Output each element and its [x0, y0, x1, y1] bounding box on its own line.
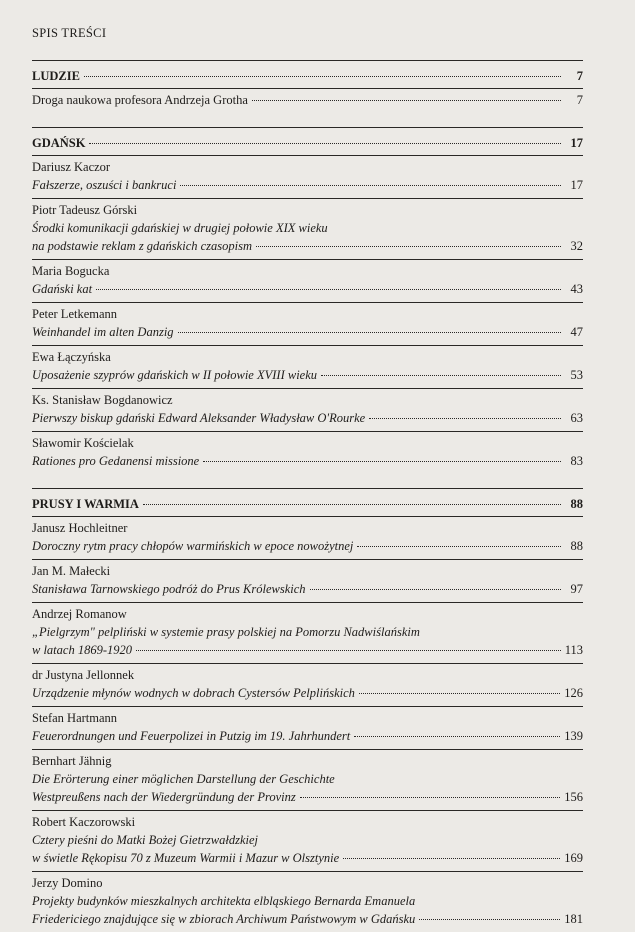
- entry-page-number: 97: [570, 582, 583, 596]
- entry-last-line: [32, 237, 583, 255]
- section-heading[interactable]: [32, 130, 583, 155]
- toc-entry[interactable]: [32, 88, 583, 113]
- entry-title: w świetle Rękopisu 70 z Muzeum Warmii i Mazur w Olsztynie: [32, 851, 340, 865]
- entry-title: Gdański kat: [32, 282, 93, 296]
- entry-author: dr Justyna Jellonnek: [32, 668, 135, 682]
- entry-title: Doroczny rytm pracy chłopów warmińskich w epoce nowożytnej: [32, 539, 354, 553]
- entry-page-number: 83: [570, 454, 583, 468]
- entry-last-line: [32, 641, 583, 659]
- entry-title: Fałszerze, oszuści i bankruci: [32, 178, 177, 192]
- entry-author: Peter Letkemann: [32, 307, 118, 321]
- entry-last-line: [32, 366, 583, 384]
- toc-entry[interactable]: [32, 749, 583, 810]
- toc-entry[interactable]: [32, 559, 583, 602]
- section-title: PRUSY I WARMIA: [32, 497, 139, 511]
- section-title: GDAŃSK: [32, 136, 86, 150]
- table-of-contents: [32, 60, 583, 932]
- dot-leader: [310, 589, 561, 590]
- section-title: LUDZIE: [32, 69, 80, 83]
- entry-page-number: 32: [570, 239, 583, 253]
- dot-leader: [84, 76, 561, 77]
- toc-section: [32, 488, 583, 932]
- entry-last-line: [32, 323, 583, 341]
- entry-author: Andrzej Romanow: [32, 607, 127, 621]
- entry-title: Urządzenie młynów wodnych w dobrach Cystersów Pelplińskich: [32, 686, 355, 700]
- dot-leader: [252, 100, 561, 101]
- entry-page-number: 126: [564, 686, 583, 700]
- entry-author: Bernhart Jähnig: [32, 754, 112, 768]
- dot-leader: [419, 919, 560, 920]
- toc-entry[interactable]: [32, 431, 583, 474]
- entry-page-number: 139: [564, 729, 583, 743]
- entry-author: Maria Bogucka: [32, 264, 110, 278]
- entry-title: na podstawie reklam z gdańskich czasopism: [32, 239, 253, 253]
- entry-last-line: [32, 176, 583, 194]
- entry-title: Feuerordnungen und Feuerpolizei in Putzig im 19. Jahrhundert: [32, 729, 351, 743]
- toc-entry[interactable]: [32, 388, 583, 431]
- entry-title-line: Środki komunikacji gdańskiej w drugiej połowie XIX wieku: [32, 221, 328, 235]
- dot-leader: [178, 332, 561, 333]
- entry-last-line: [32, 580, 583, 598]
- dot-leader: [96, 289, 561, 290]
- dot-leader: [300, 797, 561, 798]
- toc-entry[interactable]: [32, 155, 583, 198]
- entry-title: Weinhandel im alten Danzig: [32, 325, 174, 339]
- section-heading[interactable]: [32, 491, 583, 516]
- entry-title-line: Projekty budynków mieszkalnych architekta elbląskiego Bernarda Emanuela: [32, 894, 416, 908]
- toc-entry[interactable]: [32, 302, 583, 345]
- dot-leader: [256, 246, 561, 247]
- section-page-number: 7: [576, 69, 583, 83]
- section-heading[interactable]: [32, 63, 583, 88]
- entry-title-line: „Pielgrzym" pelpliński w systemie prasy polskiej na Pomorzu Nadwiślańskim: [32, 625, 420, 639]
- entry-author: Robert Kaczorowski: [32, 815, 136, 829]
- dot-leader: [136, 650, 561, 651]
- entry-author: Piotr Tadeusz Górski: [32, 203, 138, 217]
- toc-entry[interactable]: [32, 663, 583, 706]
- entry-title: Friedericiego znajdujące się w zbiorach Archiwum Państwowym w Gdańsku: [32, 912, 416, 926]
- dot-leader: [180, 185, 561, 186]
- entry-author: Janusz Hochleitner: [32, 521, 128, 535]
- section-page-number: 17: [570, 136, 583, 150]
- entry-author: Dariusz Kaczor: [32, 160, 111, 174]
- entry-last-line: [32, 849, 583, 867]
- entry-author: Ks. Stanisław Bogdanowicz: [32, 393, 173, 407]
- toc-entry[interactable]: [32, 516, 583, 559]
- entry-page-number: 169: [564, 851, 583, 865]
- entry-last-line: [32, 452, 583, 470]
- toc-entry[interactable]: [32, 602, 583, 663]
- entry-title-line: Cztery pieśni do Matki Bożej Gietrzwałdzkiej: [32, 833, 259, 847]
- page-heading: SPIS TREŚCI: [32, 26, 107, 40]
- entry-author: Jerzy Domino: [32, 876, 103, 890]
- entry-page-number: 63: [570, 411, 583, 425]
- entry-last-line: [32, 727, 583, 745]
- entry-last-line: [32, 91, 583, 109]
- dot-leader: [143, 504, 561, 505]
- entry-title-line: Die Erörterung einer möglichen Darstellung der Geschichte: [32, 772, 335, 786]
- entry-author: Jan M. Małecki: [32, 564, 111, 578]
- entry-page-number: 7: [576, 93, 583, 107]
- dot-leader: [354, 736, 560, 737]
- entry-author: Ewa Łączyńska: [32, 350, 111, 364]
- dot-leader: [321, 375, 561, 376]
- toc-entry[interactable]: [32, 810, 583, 871]
- entry-page-number: 47: [570, 325, 583, 339]
- entry-last-line: [32, 910, 583, 928]
- dot-leader: [89, 143, 561, 144]
- entry-title: Westpreußens nach der Wiedergründung der Provinz: [32, 790, 296, 804]
- toc-entry[interactable]: [32, 706, 583, 749]
- entry-author: Stefan Hartmann: [32, 711, 118, 725]
- entry-last-line: [32, 788, 583, 806]
- dot-leader: [203, 461, 561, 462]
- entry-page-number: 156: [564, 790, 583, 804]
- entry-title: Stanisława Tarnowskiego podróż do Prus Królewskich: [32, 582, 306, 596]
- toc-entry[interactable]: [32, 259, 583, 302]
- entry-page-number: 88: [570, 539, 583, 553]
- toc-section: [32, 60, 583, 113]
- entry-page-number: 53: [570, 368, 583, 382]
- entry-last-line: [32, 537, 583, 555]
- entry-page-number: 17: [570, 178, 583, 192]
- entry-title: Pierwszy biskup gdański Edward Aleksander Władysław O'Rourke: [32, 411, 366, 425]
- entry-page-number: 113: [564, 643, 583, 657]
- toc-entry[interactable]: [32, 871, 583, 932]
- dot-leader: [343, 858, 560, 859]
- toc-entry[interactable]: [32, 345, 583, 388]
- entry-title: Rationes pro Gedanensi missione: [32, 454, 200, 468]
- entry-title: w latach 1869-1920: [32, 643, 132, 657]
- entry-last-line: [32, 409, 583, 427]
- entry-page-number: 43: [570, 282, 583, 296]
- toc-entry[interactable]: [32, 198, 583, 259]
- dot-leader: [359, 693, 560, 694]
- entry-page-number: 181: [564, 912, 583, 926]
- entry-last-line: [32, 280, 583, 298]
- dot-leader: [357, 546, 561, 547]
- toc-section: [32, 127, 583, 474]
- entry-title: Droga naukowa profesora Andrzeja Grotha: [32, 93, 248, 107]
- entry-last-line: [32, 684, 583, 702]
- section-page-number: 88: [570, 497, 583, 511]
- dot-leader: [369, 418, 561, 419]
- entry-title: Uposażenie szyprów gdańskich w II połowie XVIII wieku: [32, 368, 318, 382]
- entry-author: Sławomir Kościelak: [32, 436, 134, 450]
